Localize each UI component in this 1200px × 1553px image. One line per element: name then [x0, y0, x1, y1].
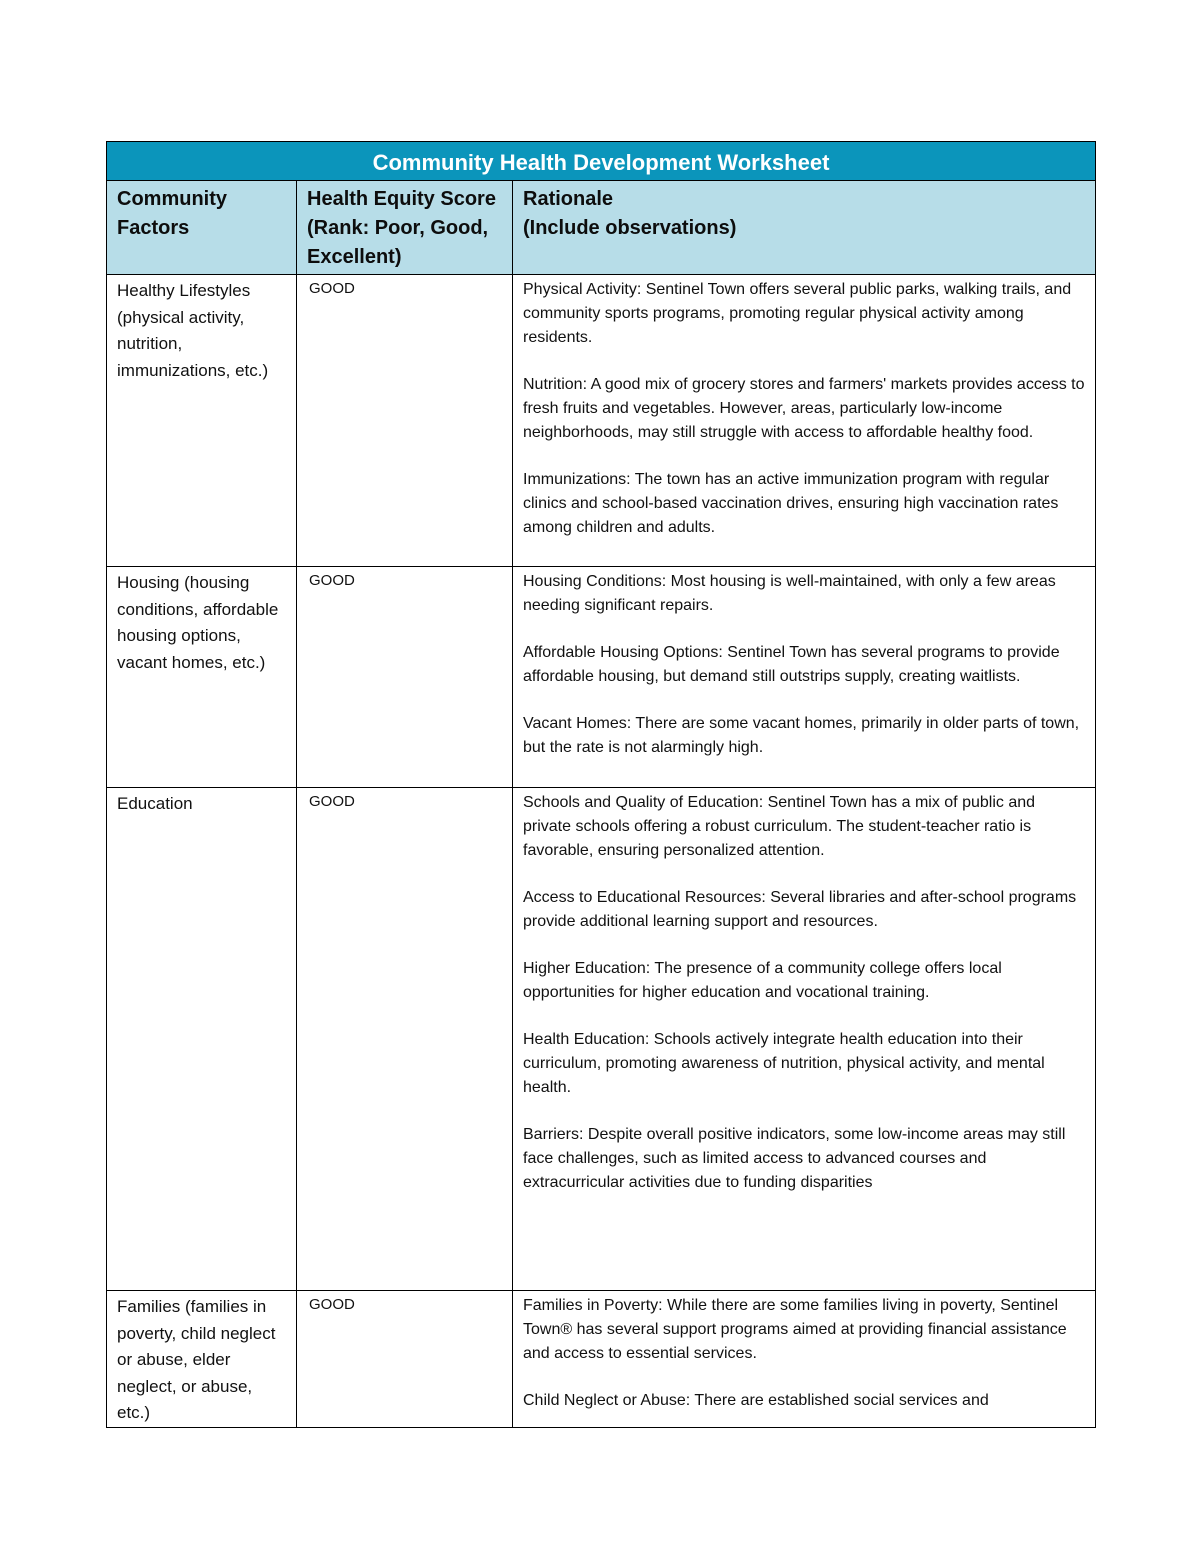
rationale-paragraph: Barriers: Despite overall positive indicators, some low-income areas may still face challenges, such as limited access to advanced courses and extracurricular activities due to funding disparities: [523, 1126, 1066, 1191]
header-rationale: [513, 181, 1096, 275]
table-row: [107, 788, 1096, 1291]
header-line: Excellent): [307, 246, 402, 268]
header-line: (Include observations): [523, 217, 737, 239]
worksheet-table: [106, 141, 1096, 1428]
table-row: [107, 567, 1096, 788]
header-row: [107, 181, 1096, 275]
community-factor: Healthy Lifestyles (physical activity, nutrition, immunizations, etc.): [107, 275, 297, 567]
header-line: Health Equity Score: [307, 188, 496, 210]
health-equity-score: GOOD: [297, 1291, 513, 1428]
header-community-factors: [107, 181, 297, 275]
rationale-paragraph: Affordable Housing Options: Sentinel Town has several programs to provide affordable housing, but demand still outstrips supply, creating waitlists.: [523, 644, 1060, 685]
table-row: [107, 1291, 1096, 1428]
rationale-cell: [513, 567, 1096, 788]
header-health-equity-score: [297, 181, 513, 275]
header-line: (Rank: Poor, Good,: [307, 217, 489, 239]
rationale-paragraph: Health Education: Schools actively integrate health education into their curriculum, promoting awareness of nutrition, physical activity, and mental health.: [523, 1031, 1045, 1096]
rationale-paragraph: Schools and Quality of Education: Sentinel Town has a mix of public and private schools offering a robust curriculum. The student-teacher ratio is favorable, ensuring personalized attention.: [523, 794, 1036, 859]
rationale-paragraph: Physical Activity: Sentinel Town offers several public parks, walking trails, and community sports programs, promoting regular physical activity among residents.: [523, 281, 1072, 346]
table-row: [107, 275, 1096, 567]
worksheet-title: Community Health Development Worksheet: [107, 142, 1096, 181]
rationale-paragraph: Families in Poverty: While there are some families living in poverty, Sentinel Town® has several support programs aimed at providing financial assistance and access to essential services.: [523, 1297, 1067, 1362]
rationale-paragraph: Housing Conditions: Most housing is well-maintained, with only a few areas needing significant repairs.: [523, 573, 1056, 614]
health-equity-score: GOOD: [297, 275, 513, 567]
rationale-paragraph: Nutrition: A good mix of grocery stores and farmers' markets provides access to fresh fruits and vegetables. However, areas, particularly low-income neighborhoods, may still struggle with access to affordable healthy food.: [523, 376, 1085, 441]
header-line: Rationale: [523, 188, 614, 210]
rationale-cell: [513, 788, 1096, 1291]
header-line: Factors: [117, 217, 190, 239]
community-factor: Families (families in poverty, child neglect or abuse, elder neglect, or abuse, etc.): [107, 1291, 297, 1428]
rationale-paragraph: Child Neglect or Abuse: There are established social services and: [523, 1392, 989, 1409]
rationale-paragraph: Vacant Homes: There are some vacant homes, primarily in older parts of town, but the rate is not alarmingly high.: [523, 715, 1080, 756]
rationale-cell: [513, 275, 1096, 567]
community-factor: Housing (housing conditions, affordable housing options, vacant homes, etc.): [107, 567, 297, 788]
community-factor: Education: [107, 788, 297, 1291]
rationale-cell: [513, 1291, 1096, 1428]
title-row: [107, 142, 1096, 181]
rationale-paragraph: Higher Education: The presence of a community college offers local opportunities for higher education and vocational training.: [523, 960, 1002, 1001]
rationale-paragraph: Immunizations: The town has an active immunization program with regular clinics and school-based vaccination drives, ensuring high vaccination rates among children and adults.: [523, 471, 1059, 536]
health-equity-score: GOOD: [297, 788, 513, 1291]
health-equity-score: GOOD: [297, 567, 513, 788]
rationale-paragraph: Access to Educational Resources: Several libraries and after-school programs provide additional learning support and resources.: [523, 889, 1077, 930]
header-line: Community: [117, 188, 227, 210]
